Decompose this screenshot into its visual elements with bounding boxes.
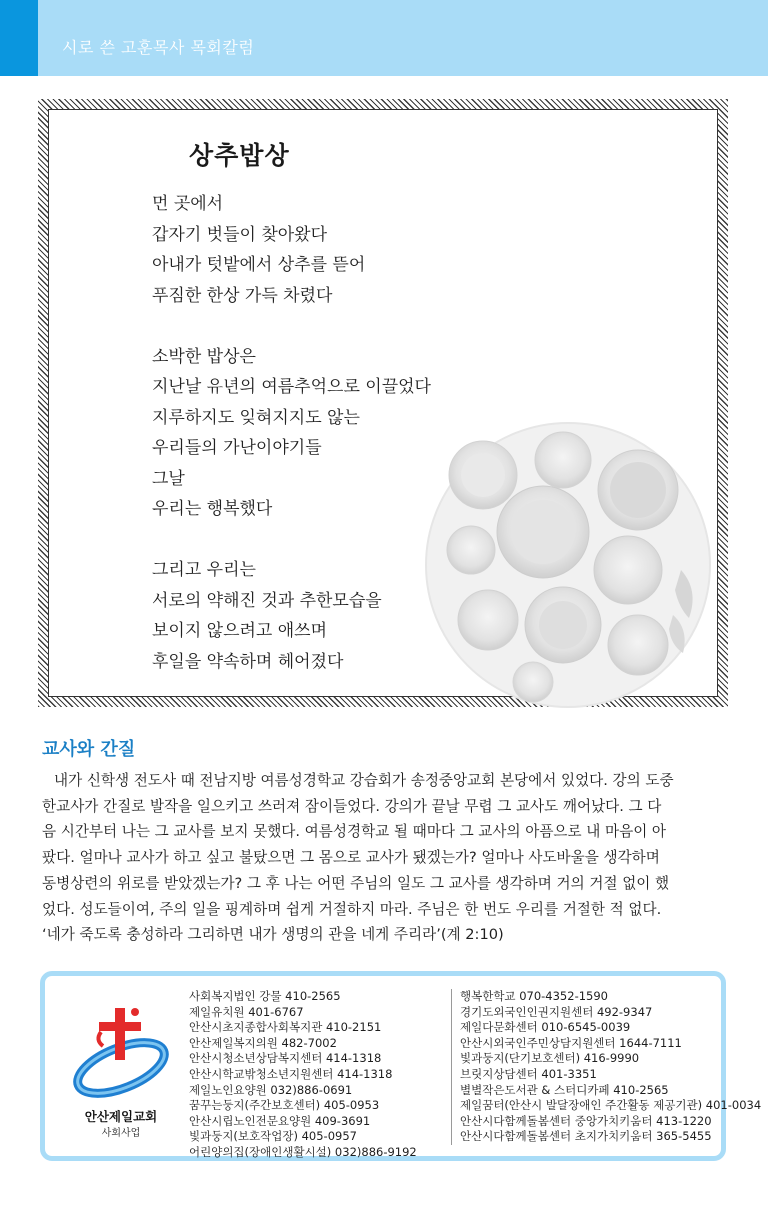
essay-line: 었다. 성도들이여, 주의 일을 핑계하며 쉽게 거절하지 마라. 주님은 한 번도 우리를 거절한 적 없다. bbox=[42, 900, 662, 918]
poem-stanza bbox=[152, 189, 431, 311]
contact-item: 안산시청소년상담복지센터 414-1318 bbox=[189, 1051, 382, 1066]
poem-line: 우리는 행복했다 bbox=[152, 499, 273, 519]
contact-item: 안산시학교밖청소년지원센터 414-1318 bbox=[189, 1066, 393, 1081]
contact-item: 안산시다함께돌봄센터 초지가치키움터 365-5455 bbox=[460, 1129, 712, 1144]
poem-line: 지난날 유년의 여름추억으로 이끌었다 bbox=[152, 377, 431, 397]
essay-line: ‘네가 죽도록 충성하라 그리하면 내가 생명의 관을 네게 주리라’(계 2:10) bbox=[42, 926, 504, 944]
poem-title: 상추밥상 bbox=[189, 141, 290, 170]
poem-frame bbox=[38, 99, 728, 707]
poem-panel bbox=[48, 109, 718, 697]
essay-line: 동병상련의 위로를 받았겠는가? 그 후 나는 어떤 주님의 일도 그 교사를 생각하며 거의 거절 없이 했 bbox=[42, 874, 670, 892]
poem-line: 그날 bbox=[152, 468, 185, 489]
contact-list-right bbox=[451, 989, 761, 1145]
contact-item: 제일다문화센터 010-6545-0039 bbox=[460, 1020, 631, 1035]
contact-item: 빛과둥지(단기보호센터) 416-9990 bbox=[460, 1051, 640, 1066]
poem-line: 먼 곳에서 bbox=[152, 194, 224, 214]
church-info-box bbox=[40, 971, 762, 1161]
poem-line: 아내가 텃밭에서 상추를 뜯어 bbox=[152, 255, 366, 275]
contact-item: 안산시다함께돌봄센터 중앙가치키움터 413-1220 bbox=[460, 1113, 712, 1128]
food-table-illustration bbox=[423, 420, 713, 710]
church-logo bbox=[71, 1004, 171, 1104]
poem-line: 서로의 약해진 것과 추한모습을 bbox=[152, 590, 382, 611]
essay-line: 내가 신학생 전도사 때 전남지방 여름성경학교 강습회가 송정중앙교회 본당에서 있었다. 강의 도중 bbox=[54, 772, 674, 789]
poem-line: 우리들의 가난이야기들 bbox=[152, 438, 322, 458]
church-name: 안산제일교회 bbox=[84, 1109, 158, 1124]
contact-item: 경기도외국인인권지원센터 492-9347 bbox=[460, 1004, 653, 1019]
poem-line: 소박한 밥상은 bbox=[152, 346, 256, 367]
church-department: 사회사업 bbox=[101, 1128, 141, 1139]
contact-item: 안산제일복지의원 482-7002 bbox=[189, 1035, 337, 1050]
contact-item: 안산시립노인전문요양원 409-3691 bbox=[189, 1113, 371, 1128]
essay-line: 한교사가 간질로 발작을 일으키고 쓰러져 잠이들었다. 강의가 끝날 무렵 그 교사도 깨어났다. 그 다 bbox=[42, 797, 662, 815]
contact-item: 안산시외국인주민상담지원센터 1644-7111 bbox=[460, 1035, 682, 1050]
essay-title: 교사와 간질 bbox=[42, 739, 136, 760]
poem-stanza bbox=[152, 555, 431, 677]
poem-line: 후일을 약속하며 헤어졌다 bbox=[152, 651, 344, 672]
contact-item: 제일꿈터(안산시 발달장애인 주간활동 제공기관) 401-0034 bbox=[460, 1098, 762, 1113]
contact-item: 사회복지법인 강물 410-2565 bbox=[189, 989, 341, 1003]
contact-item: 안산시초지종합사회복지관 410-2151 bbox=[189, 1020, 382, 1035]
poem-line: 보이지 않으려고 애쓰며 bbox=[152, 621, 328, 641]
poem-line: 그리고 우리는 bbox=[152, 560, 256, 580]
contact-item: 꿈꾸는둥지(주간보호센터) 405-0953 bbox=[189, 1098, 380, 1113]
contact-item: 빛과둥지(보호작업장) 405-0957 bbox=[189, 1129, 357, 1144]
poem-line: 갑자기 벗들이 찾아왔다 bbox=[152, 224, 328, 245]
poem-line: 지루하지도 잊혀지지도 않는 bbox=[152, 407, 360, 428]
contact-item: 제일유치원 401-6767 bbox=[189, 1004, 304, 1019]
contact-item: 행복한학교 070-4352-1590 bbox=[460, 989, 608, 1003]
contact-item: 브릿지상담센터 401-3351 bbox=[460, 1066, 597, 1081]
poem-line: 푸짐한 한상 가득 차렸다 bbox=[152, 285, 333, 306]
essay-line: 팠다. 얼마나 교사가 하고 싶고 불탔으면 그 몸으로 교사가 됐겠는가? 얼마나 사도바울을 생각하며 bbox=[42, 849, 660, 867]
essay-line: 음 시간부터 나는 그 교사를 보지 못했다. 여름성경학교 될 때마다 그 교사의 아픔으로 내 마음이 아 bbox=[42, 823, 667, 841]
contact-item: 별별작은도서관 & 스터디카페 410-2565 bbox=[460, 1082, 669, 1097]
contact-list-left bbox=[189, 989, 417, 1161]
contact-item: 제일노인요양원 032)886-0691 bbox=[189, 1082, 353, 1097]
header-accent-block bbox=[0, 0, 38, 76]
poem-stanza bbox=[152, 342, 431, 525]
poem-body bbox=[152, 189, 431, 677]
column-series-title: 시로 쓴 고훈목사 목회칼럼 bbox=[62, 38, 255, 57]
contact-item: 어린양의집(장애인생활시설) 032)886-9192 bbox=[189, 1144, 417, 1159]
essay-body bbox=[42, 768, 732, 948]
